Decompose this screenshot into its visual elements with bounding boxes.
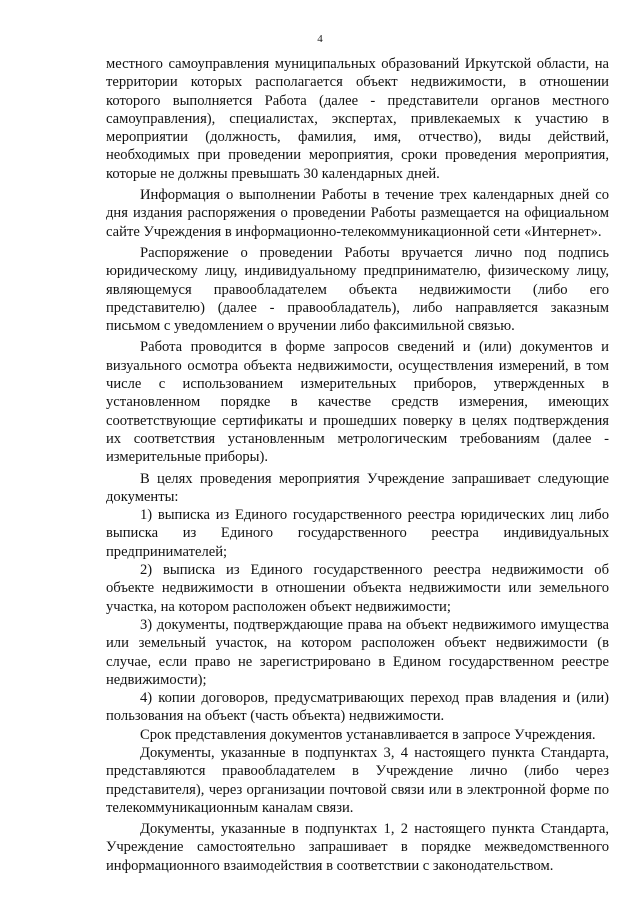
list-item-4: 4) копии договоров, предусматривающих переход прав владения и (или) пользования на объект (часть объекта) недвижимости. xyxy=(106,690,609,725)
paragraph-documents-3-4: Документы, указанные в подпунктах 3, 4 настоящего пункта Стандарта, представляются правообладателем в Учреждение лично (либо через представителя), через организации почтовой связи или в электронной форме по телекоммуникационным каналам связи. xyxy=(106,744,609,816)
list-item-3: 3) документы, подтверждающие права на объект недвижимого имущества или земельный участок, на котором расположен объект недвижимости (в случае, если право не зарегистрировано в Едином государственном реестре недвижимости); xyxy=(106,616,609,688)
paragraph-documents-request: В целях проведения мероприятия Учреждение запрашивает следующие документы: xyxy=(106,470,609,505)
paragraph-deadline: Срок представления документов устанавливается в запросе Учреждения. xyxy=(140,726,596,743)
page-number: 4 xyxy=(317,33,323,45)
paragraph-work-form: Работа проводится в форме запросов сведений и (или) документов и визуального осмотра объекта недвижимости, осуществления измерений, в том числе с использованием измерительных приборов, утвержденных в установленном порядке в качестве средств измерения, имеющих соответствующие сертификаты и прошедших поверку в целях подтверждения их соответствия установленным метрологическим требованиям (далее - измерительные приборы). xyxy=(106,339,609,466)
list-item-2: 2) выписка из Единого государственного реестра недвижимости об объекте недвижимости в отношении объекта недвижимости или земельного участка, на котором расположен объект недвижимости; xyxy=(106,562,609,615)
list-item-1: 1) выписка из Единого государственного реестра юридических лиц либо выписка из Единого государственного реестра индивидуальных предпринимателей; xyxy=(106,507,609,560)
document-body xyxy=(106,55,609,878)
paragraph-documents-1-2: Документы, указанные в подпунктах 1, 2 настоящего пункта Стандарта, Учреждение самостоятельно запрашивает в порядке межведомственного информационного взаимодействия в соответствии с законодательством. xyxy=(106,821,609,874)
paragraph-order-delivery: Распоряжение о проведении Работы вручается лично под подпись юридическому лицу, индивидуальному предпринимателю, физическому лицу, являющемуся правообладателем объекта недвижимости (либо его представителю) (далее - правообладатель), либо направляется заказным письмом с уведомлением о вручении либо факсимильной связью. xyxy=(106,244,609,335)
paragraph-information: Информация о выполнении Работы в течение трех календарных дней со дня издания распоряжения о проведении Работы размещается на официальном сайте Учреждения в информационно-телекоммуникационной сети «Интернет». xyxy=(106,187,609,240)
paragraph-continuation: местного самоуправления муниципальных образований Иркутской области, на территории которых располагается объект недвижимости, в отношении которого выполняется Работа (далее - представители органов местного самоуправления), специалистах, экспертах, привлекаемых к участию в мероприятии (должность, фамилия, имя, отчество), виды действий, необходимых при проведении мероприятия, сроки проведения мероприятия, которые не должны превышать 30 календарных дней. xyxy=(106,56,609,182)
